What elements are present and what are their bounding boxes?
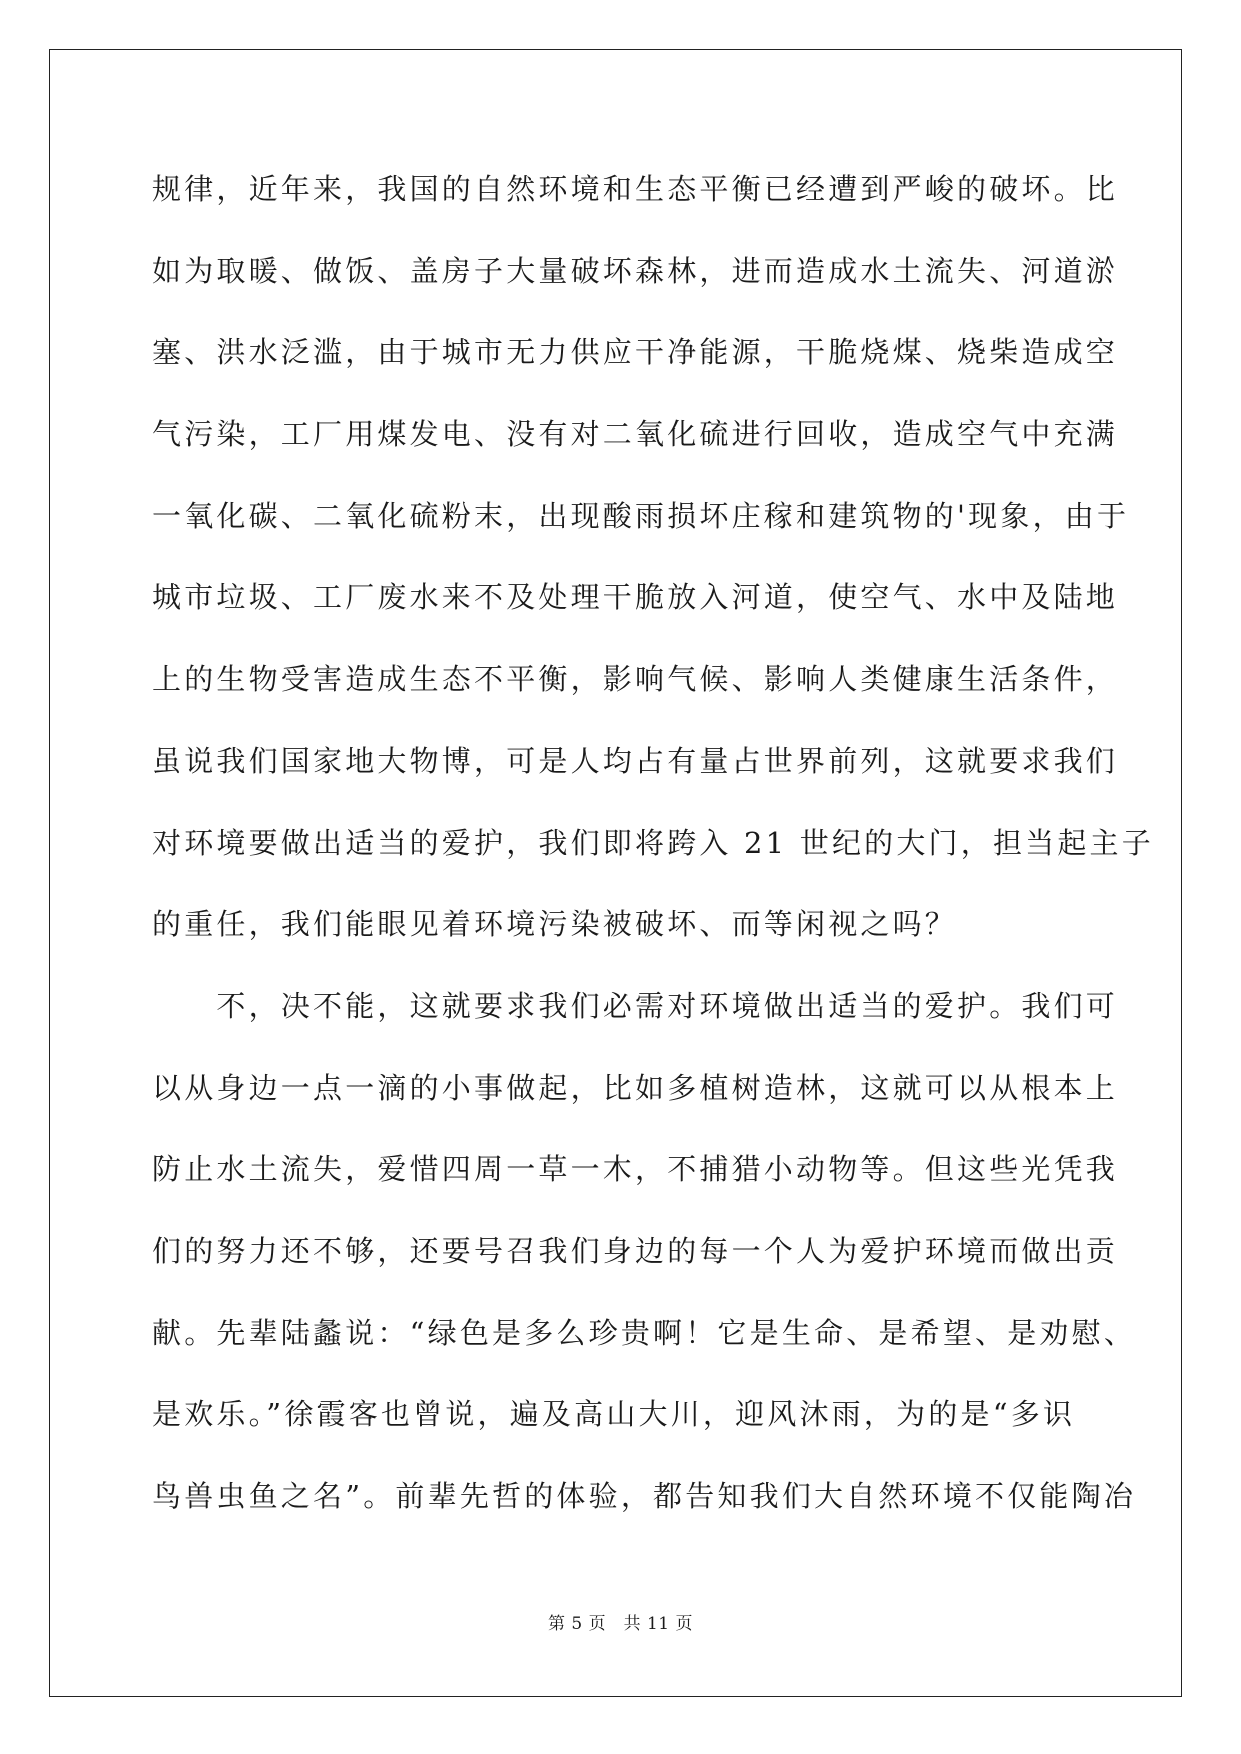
body-text [152,162,1154,1551]
text-line: 一氧化碳、二氧化硫粉末，出现酸雨损坏庄稼和建筑物的'现象，由于 [152,498,1130,533]
text-line: 们的努力还不够，还要号召我们身边的每一个人为爱护环境而做出贡 [152,1233,1119,1268]
text-line: 的重任，我们能眼见着环境污染被破坏、而等闲视之吗？ [152,907,958,942]
text-line: 是欢乐。”徐霞客也曾说，遍及高山大川，迎风沐雨，为的是“多识 [152,1397,1076,1432]
text-line: 防止水土流失，爱惜四周一草一木，不捕猎小动物等。但这些光凭我 [152,1152,1119,1187]
page-number: 第 5 页 共 11 页 [547,1614,694,1634]
text-line: 虽说我们国家地大物博，可是人均占有量占世界前列，这就要求我们 [152,743,1119,778]
text-line: 献。先辈陆蠡说：“绿色是多么珍贵啊！它是生命、是希望、是劝慰、 [152,1315,1137,1350]
text-line: 城市垃圾、工厂废水来不及处理干脆放入河道，使空气、水中及陆地 [152,580,1119,615]
text-line: 对环境要做出适当的爱护，我们即将跨入 21 世纪的大门，担当起主子 [152,825,1154,860]
text-line: 以从身边一点一滴的小事做起，比如多植树造林，这就可以从根本上 [152,1070,1119,1105]
text-line: 鸟兽虫鱼之名”。前辈先哲的体验，都告知我们大自然环境不仅能陶冶 [152,1479,1137,1513]
text-line: 上的生物受害造成生态不平衡，影响气候、影响人类健康生活条件， [152,662,1119,697]
text-line: 如为取暖、做饭、盖房子大量破坏森林，进而造成水土流失、河道淤 [152,253,1119,288]
text-line: 气污染，工厂用煤发电、没有对二氧化硫进行回收，造成空气中充满 [152,417,1119,452]
text-line: 塞、洪水泛滥，由于城市无力供应干净能源，干脆烧煤、烧柴造成空 [152,335,1119,370]
text-line: 不，决不能，这就要求我们必需对环境做出适当的爱护。我们可 [152,988,1119,1023]
text-line: 规律，近年来，我国的自然环境和生态平衡已经遭到严峻的破坏。比 [152,172,1119,206]
